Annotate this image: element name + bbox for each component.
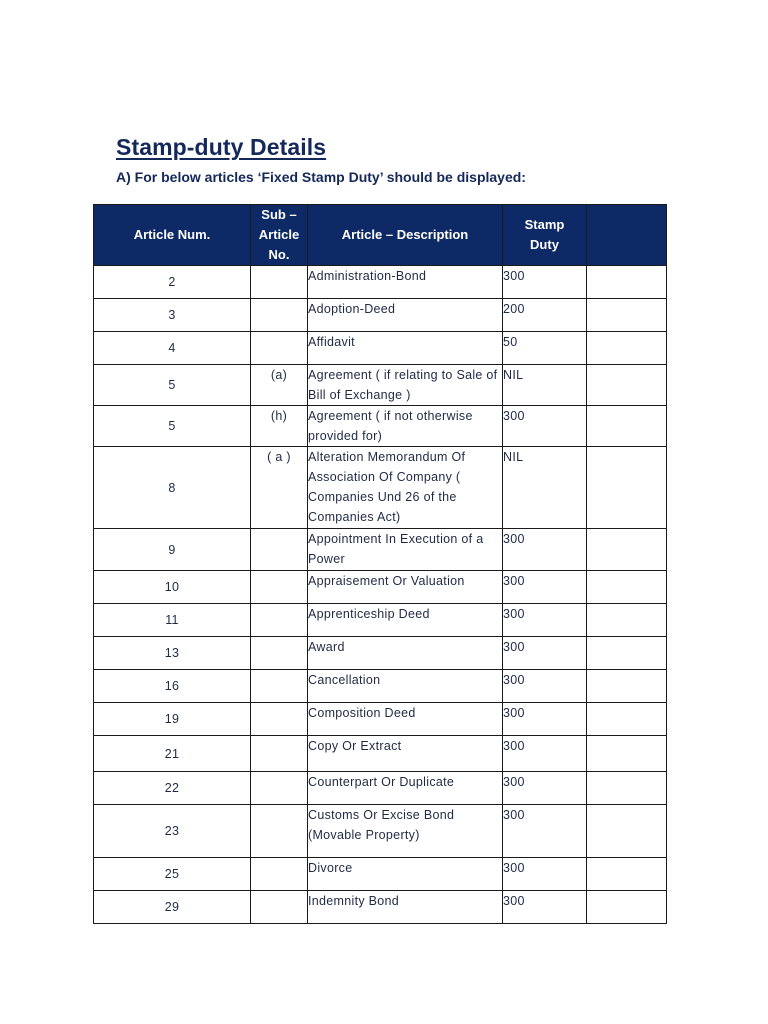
stamp-duty-cell: 200 [503, 299, 587, 332]
empty-cell [587, 703, 667, 736]
stamp-duty-cell: 300 [503, 637, 587, 670]
stamp-duty-cell: NIL [503, 365, 587, 406]
article-description-cell: Alteration Memorandum Of Association Of Company ( Companies Und 26 of the Companies Act) [308, 447, 503, 529]
article-num-cell: 22 [94, 772, 251, 805]
stamp-duty-cell: NIL [503, 447, 587, 529]
empty-cell [587, 637, 667, 670]
sub-article-cell [251, 670, 308, 703]
article-num-cell: 8 [94, 447, 251, 529]
stamp-duty-cell: 300 [503, 772, 587, 805]
table-row [94, 571, 667, 604]
table-row [94, 332, 667, 365]
empty-cell [587, 858, 667, 891]
empty-cell [587, 299, 667, 332]
stamp-duty-cell: 300 [503, 858, 587, 891]
article-description-cell: Administration-Bond [308, 266, 503, 299]
header-sub-article-line: Sub – [261, 207, 297, 222]
article-num-cell: 5 [94, 365, 251, 406]
sub-article-cell [251, 332, 308, 365]
header-stamp-duty-line: Stamp [524, 217, 565, 232]
stamp-duty-cell: 300 [503, 670, 587, 703]
article-num-cell: 25 [94, 858, 251, 891]
table-row [94, 266, 667, 299]
stamp-duty-cell: 300 [503, 703, 587, 736]
sub-article-cell [251, 299, 308, 332]
article-num-cell: 3 [94, 299, 251, 332]
article-description-cell: Customs Or Excise Bond (Movable Property) [308, 805, 503, 858]
article-description-cell: Appraisement Or Valuation [308, 571, 503, 604]
empty-cell [587, 332, 667, 365]
table-row [94, 703, 667, 736]
header-sub-article-line: Article [258, 227, 300, 242]
empty-cell [587, 365, 667, 406]
article-description-cell: Award [308, 637, 503, 670]
article-num-cell: 19 [94, 703, 251, 736]
empty-cell [587, 736, 667, 772]
article-num-cell: 2 [94, 266, 251, 299]
sub-article-cell [251, 604, 308, 637]
table-row [94, 299, 667, 332]
sub-article-cell [251, 703, 308, 736]
stamp-duty-cell: 300 [503, 891, 587, 924]
sub-article-cell [251, 529, 308, 571]
header-sub-article [251, 205, 308, 266]
table-row [94, 406, 667, 447]
header-description: Article – Description [308, 205, 503, 266]
article-description-cell: Divorce [308, 858, 503, 891]
table-row [94, 637, 667, 670]
header-stamp-duty-line: Duty [530, 237, 559, 252]
sub-article-cell: (h) [251, 406, 308, 447]
article-description-cell: Apprenticeship Deed [308, 604, 503, 637]
article-description-cell: Agreement ( if not otherwise provided for) [308, 406, 503, 447]
table-row [94, 736, 667, 772]
empty-cell [587, 571, 667, 604]
empty-cell [587, 406, 667, 447]
article-description-cell: Affidavit [308, 332, 503, 365]
sub-article-cell [251, 858, 308, 891]
empty-cell [587, 447, 667, 529]
article-description-cell: Composition Deed [308, 703, 503, 736]
article-num-cell: 23 [94, 805, 251, 858]
stamp-duty-cell: 300 [503, 805, 587, 858]
table-row [94, 447, 667, 529]
table-row [94, 805, 667, 858]
table-row [94, 858, 667, 891]
header-sub-article-line: No. [268, 247, 290, 262]
empty-cell [587, 891, 667, 924]
sub-article-cell [251, 571, 308, 604]
article-description-cell: Counterpart Or Duplicate [308, 772, 503, 805]
header-blank [587, 205, 667, 266]
sub-article-cell: ( a ) [251, 447, 308, 529]
table-header-row [94, 205, 667, 266]
table-row [94, 891, 667, 924]
article-num-cell: 11 [94, 604, 251, 637]
table-body [94, 266, 667, 924]
article-description-cell: Adoption-Deed [308, 299, 503, 332]
sub-article-cell [251, 736, 308, 772]
article-num-cell: 9 [94, 529, 251, 571]
sub-article-cell [251, 772, 308, 805]
header-article-num: Article Num. [94, 205, 251, 266]
article-num-cell: 10 [94, 571, 251, 604]
stamp-duty-table [93, 204, 667, 924]
table-row [94, 365, 667, 406]
stamp-duty-cell: 300 [503, 406, 587, 447]
article-description-cell: Cancellation [308, 670, 503, 703]
empty-cell [587, 604, 667, 637]
article-description-cell: Agreement ( if relating to Sale of Bill of Exchange ) [308, 365, 503, 406]
stamp-duty-cell: 300 [503, 529, 587, 571]
empty-cell [587, 266, 667, 299]
stamp-duty-cell: 50 [503, 332, 587, 365]
article-description-cell: Appointment In Execution of a Power [308, 529, 503, 571]
empty-cell [587, 805, 667, 858]
empty-cell [587, 529, 667, 571]
sub-article-cell [251, 266, 308, 299]
article-num-cell: 4 [94, 332, 251, 365]
stamp-duty-cell: 300 [503, 571, 587, 604]
article-num-cell: 21 [94, 736, 251, 772]
sub-article-cell [251, 891, 308, 924]
header-stamp-duty [503, 205, 587, 266]
article-num-cell: 29 [94, 891, 251, 924]
stamp-duty-cell: 300 [503, 604, 587, 637]
article-num-cell: 5 [94, 406, 251, 447]
article-description-cell: Copy Or Extract [308, 736, 503, 772]
article-num-cell: 13 [94, 637, 251, 670]
sub-article-cell [251, 637, 308, 670]
table-row [94, 529, 667, 571]
empty-cell [587, 670, 667, 703]
stamp-duty-cell: 300 [503, 736, 587, 772]
section-heading: A) For below articles ‘Fixed Stamp Duty’ should be displayed: [116, 169, 526, 185]
sub-article-cell [251, 805, 308, 858]
page-title: Stamp-duty Details [116, 134, 327, 160]
article-num-cell: 16 [94, 670, 251, 703]
table-row [94, 670, 667, 703]
stamp-duty-cell: 300 [503, 266, 587, 299]
article-description-cell: Indemnity Bond [308, 891, 503, 924]
sub-article-cell: (a) [251, 365, 308, 406]
empty-cell [587, 772, 667, 805]
table-row [94, 604, 667, 637]
table-row [94, 772, 667, 805]
